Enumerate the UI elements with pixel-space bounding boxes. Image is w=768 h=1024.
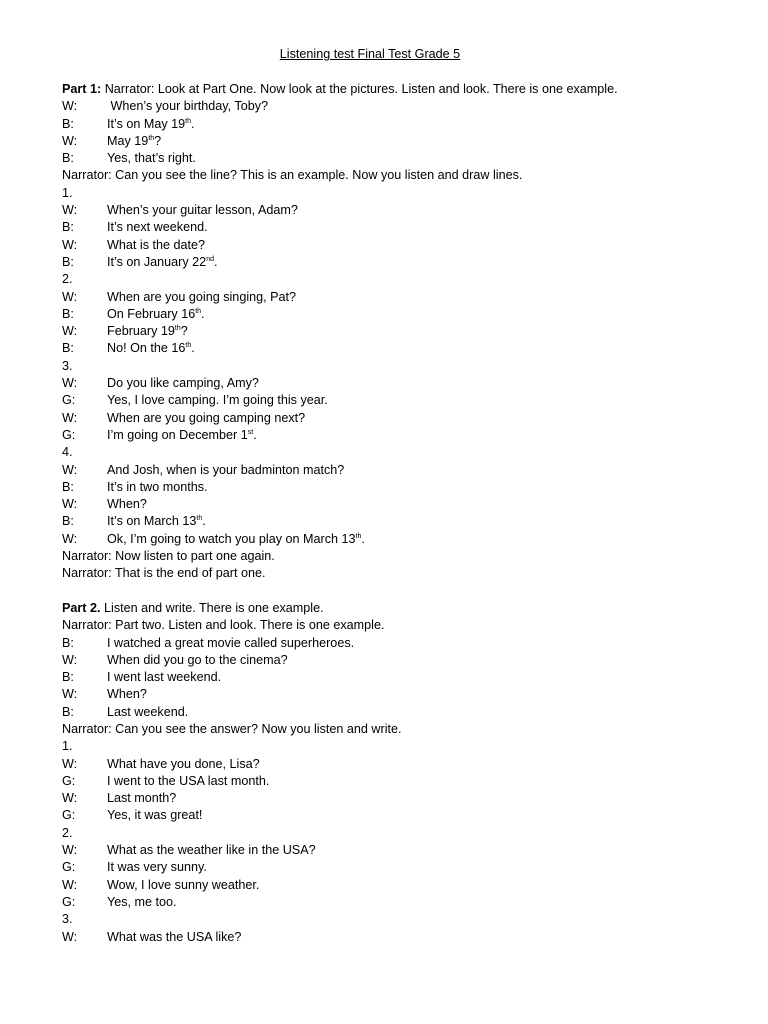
transcript-line — [62, 894, 728, 911]
speaker-label: G: — [62, 427, 76, 442]
speaker-label: B: — [62, 479, 74, 494]
speaker-label: G: — [62, 773, 76, 788]
transcript-line — [62, 513, 728, 530]
line-text: Wow, I love sunny weather. — [107, 877, 260, 892]
line-punctuation: . — [191, 341, 195, 356]
speaker-label: W: — [62, 497, 78, 512]
speaker-label: W: — [62, 203, 78, 218]
speaker-label: B: — [62, 306, 74, 321]
line-text: It’s on January 22 — [107, 254, 207, 269]
speaker-label: W: — [62, 376, 78, 391]
transcript-line — [62, 496, 728, 513]
transcript-line — [62, 254, 728, 271]
line-text: It’s next weekend. — [107, 220, 208, 235]
transcript-line — [62, 790, 728, 807]
line-text: When? — [107, 497, 147, 512]
transcript-line — [62, 617, 728, 634]
transcript-line — [62, 185, 728, 202]
speaker-label: W: — [62, 843, 78, 858]
transcript-line — [62, 375, 728, 392]
transcript-line — [62, 911, 728, 928]
line-text: May 19 — [107, 133, 149, 148]
ordinal-suffix: st — [247, 428, 254, 436]
speaker-label: B: — [62, 254, 74, 269]
line-text: When? — [107, 687, 147, 702]
line-text: When’s your guitar lesson, Adam? — [107, 203, 298, 218]
speaker-label: B: — [62, 151, 74, 166]
line-text: Yes, that’s right. — [107, 151, 196, 166]
line-text: Narrator: Can you see the answer? Now you listen and write. — [62, 721, 402, 736]
speaker-label: W: — [62, 531, 78, 546]
speaker-label: W: — [62, 324, 78, 339]
line-text: No! On the 16 — [107, 341, 186, 356]
speaker-label: W: — [62, 791, 78, 806]
transcript-line — [62, 271, 728, 288]
transcript-line — [62, 444, 728, 461]
speaker-label: W: — [62, 687, 78, 702]
line-text: February 19 — [107, 324, 175, 339]
line-text: Narrator: Part two. Listen and look. There is one example. — [62, 618, 385, 633]
line-text: I watched a great movie called superheroes. — [107, 635, 355, 650]
speaker-label: B: — [62, 220, 74, 235]
line-text: Narrator: Can you see the line? This is an example. Now you listen and draw lines. — [62, 168, 523, 183]
speaker-label: B: — [62, 341, 74, 356]
speaker-label: W: — [62, 410, 78, 425]
transcript-line — [62, 842, 728, 859]
line-text: When are you going camping next? — [107, 410, 306, 425]
line-text: When’s your birthday, Toby? — [107, 99, 269, 114]
speaker-label: W: — [62, 289, 78, 304]
line-text: What have you done, Lisa? — [107, 756, 260, 771]
line-text: Yes, it was great! — [107, 808, 203, 823]
ordinal-suffix: th — [185, 342, 192, 350]
transcript-line — [62, 98, 728, 115]
line-text: I went to the USA last month. — [107, 773, 270, 788]
line-text: 3. — [62, 912, 73, 927]
line-punctuation: ? — [154, 133, 162, 148]
line-punctuation: ? — [180, 324, 188, 339]
line-text: 3. — [62, 358, 73, 373]
transcript-line — [62, 877, 728, 894]
line-punctuation: . — [202, 514, 206, 529]
transcript-line — [62, 721, 728, 738]
transcript-line — [62, 929, 728, 946]
line-text: It’s on March 13 — [107, 514, 197, 529]
line-text: It’s on May 19 — [107, 116, 186, 131]
line-text: Listen and write. There is one example. — [100, 600, 324, 615]
transcript-line — [62, 133, 728, 150]
transcript-line — [62, 531, 728, 548]
ordinal-suffix: th — [174, 324, 181, 332]
line-text: On February 16 — [107, 306, 196, 321]
speaker-label: G: — [62, 393, 76, 408]
speaker-label: B: — [62, 514, 74, 529]
line-text: It’s in two months. — [107, 479, 208, 494]
speaker-label: W: — [62, 756, 78, 771]
ordinal-suffix: th — [196, 515, 203, 523]
speaker-label: W: — [62, 237, 78, 252]
transcript-line — [62, 410, 728, 427]
line-text: I went last weekend. — [107, 670, 222, 685]
transcript-line — [62, 738, 728, 755]
line-text: Last month? — [107, 791, 177, 806]
transcript-line — [62, 859, 728, 876]
line-text: What as the weather like in the USA? — [107, 843, 316, 858]
line-punctuation: . — [201, 306, 205, 321]
speaker-label: W: — [62, 652, 78, 667]
speaker-label: G: — [62, 860, 76, 875]
line-text: What was the USA like? — [107, 929, 242, 944]
transcript-line — [62, 479, 728, 496]
page-title: Listening test Final Test Grade 5 — [279, 47, 461, 61]
line-text: 1. — [62, 185, 73, 200]
speaker-label: B: — [62, 635, 74, 650]
transcript-line — [62, 773, 728, 790]
transcript-line — [62, 340, 728, 357]
transcript-line — [62, 825, 728, 842]
transcript-line — [62, 807, 728, 824]
transcript-line — [62, 167, 728, 184]
speaker-label: W: — [62, 133, 78, 148]
line-text: It was very sunny. — [107, 860, 207, 875]
line-text: What is the date? — [107, 237, 206, 252]
part-heading: Part 1: — [62, 82, 102, 96]
transcript-line — [62, 462, 728, 479]
transcript-line — [62, 81, 728, 98]
line-punctuation: . — [361, 531, 365, 546]
transcript — [62, 81, 728, 946]
transcript-line — [62, 704, 728, 721]
line-text: Narrator: That is the end of part one. — [62, 566, 266, 581]
speaker-label: G: — [62, 808, 76, 823]
speaker-label: W: — [62, 929, 78, 944]
speaker-label: B: — [62, 670, 74, 685]
line-text: 2. — [62, 272, 73, 287]
transcript-line — [62, 669, 728, 686]
line-text: When did you go to the cinema? — [107, 652, 288, 667]
transcript-line — [62, 427, 728, 444]
line-text: Ok, I’m going to watch you play on March 13 — [107, 531, 356, 546]
line-text: 1. — [62, 739, 73, 754]
transcript-line — [62, 358, 728, 375]
speaker-label: W: — [62, 877, 78, 892]
transcript-line — [62, 116, 728, 133]
transcript-line — [62, 600, 728, 617]
blank-line — [62, 583, 728, 600]
ordinal-suffix: th — [355, 532, 362, 540]
line-text: Do you like camping, Amy? — [107, 376, 259, 391]
ordinal-suffix: th — [195, 307, 202, 315]
speaker-label: W: — [62, 462, 78, 477]
line-text: Narrator: Look at Part One. Now look at the pictures. Listen and look. There is one example. — [101, 82, 618, 96]
line-punctuation: . — [191, 116, 195, 131]
speaker-label: B: — [62, 704, 74, 719]
transcript-line — [62, 323, 728, 340]
line-punctuation: . — [213, 254, 218, 269]
speaker-label: W: — [62, 99, 78, 114]
line-text: When are you going singing, Pat? — [107, 289, 297, 304]
ordinal-suffix: th — [185, 117, 192, 125]
line-text: Yes, me too. — [107, 894, 177, 909]
transcript-line — [62, 635, 728, 652]
ordinal-suffix: th — [148, 134, 155, 142]
line-text: And Josh, when is your badminton match? — [107, 462, 345, 477]
line-text: Last weekend. — [107, 704, 189, 719]
ordinal-suffix: nd — [206, 255, 214, 263]
line-text: Yes, I love camping. I’m going this year. — [107, 393, 328, 408]
transcript-line — [62, 565, 728, 582]
transcript-line — [62, 237, 728, 254]
transcript-line — [62, 202, 728, 219]
line-text: 4. — [62, 445, 73, 460]
transcript-line — [62, 652, 728, 669]
transcript-line — [62, 219, 728, 236]
speaker-label: G: — [62, 894, 76, 909]
transcript-line — [62, 756, 728, 773]
transcript-line — [62, 548, 728, 565]
line-punctuation: . — [253, 427, 257, 442]
line-text: Narrator: Now listen to part one again. — [62, 549, 275, 564]
line-text: 2. — [62, 825, 73, 840]
transcript-line — [62, 150, 728, 167]
transcript-line — [62, 289, 728, 306]
part-heading: Part 2. — [62, 600, 101, 615]
transcript-line — [62, 686, 728, 703]
speaker-label: B: — [62, 116, 74, 131]
transcript-line — [62, 392, 728, 409]
line-text: I’m going on December 1 — [107, 427, 248, 442]
transcript-line — [62, 306, 728, 323]
